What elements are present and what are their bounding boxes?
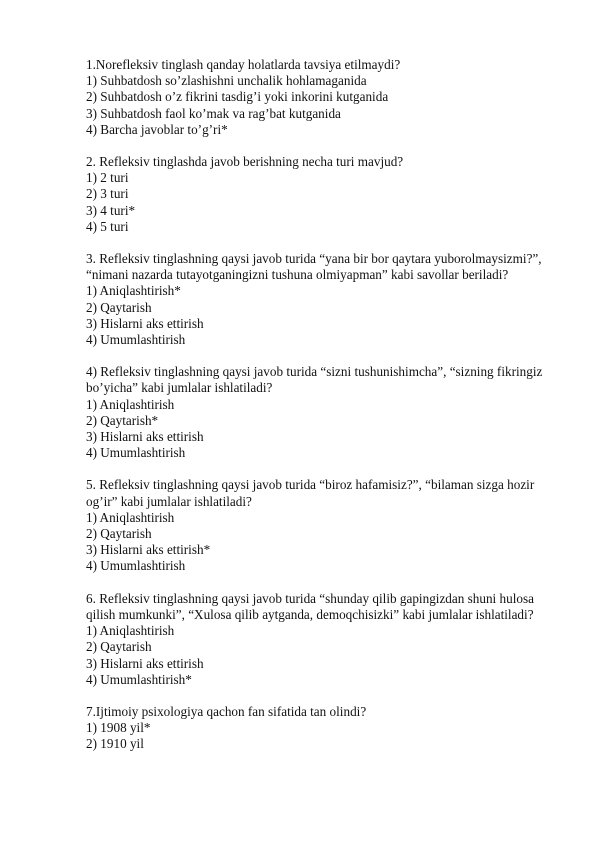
answer-option: 4) Umumlashtirish* xyxy=(86,671,192,687)
answer-option: 3) Hislarni aks ettirish xyxy=(86,429,204,445)
answer-option: 3) 4 turi* xyxy=(86,202,136,218)
answer-option: 3) Suhbatdosh faol ko’mak va rag’bat kutganida xyxy=(86,105,341,121)
answer-option: 2) Suhbatdosh o’z fikrini tasdig’i yoki inkorini kutganida xyxy=(86,89,389,105)
answer-option: 3) Hislarni aks ettirish xyxy=(86,315,204,331)
answer-option: 1) Aniqlashtirish xyxy=(86,623,175,639)
answer-option: 1) Aniqlashtirish xyxy=(86,509,175,525)
answer-option: 2) Qaytarish xyxy=(86,526,152,542)
answer-option: 2) Qaytarish xyxy=(86,299,152,315)
question-1 xyxy=(86,57,556,138)
answer-option: 3) Hislarni aks ettirish xyxy=(86,655,204,671)
question-text: 4) Refleksiv tinglashning qaysi javob turida “sizni tushunishimcha”, “sizning fikringiz bo’yicha” kabi jumlalar ishlatiladi? xyxy=(86,364,543,396)
question-text: 5. Refleksiv tinglashning qaysi javob turida “biroz hafamisiz?”, “bilaman sizga hozir og’ir” kabi jumlalar ishlatiladi? xyxy=(86,477,535,509)
answer-option: 2) 1910 yil xyxy=(86,736,144,752)
answer-option: 4) Umumlashtirish xyxy=(86,332,186,348)
question-text: 2. Refleksiv tinglashda javob berishning necha turi mavjud? xyxy=(86,154,404,170)
answer-option: 1) 1908 yil* xyxy=(86,720,151,736)
answer-option: 1) Aniqlashtirish* xyxy=(86,283,181,299)
answer-option: 2) Qaytarish* xyxy=(86,412,159,428)
answer-option: 1) Suhbatdosh so’zlashishni unchalik hohlamaganida xyxy=(86,73,367,89)
question-6 xyxy=(86,591,556,688)
question-2 xyxy=(86,154,556,235)
question-text: 7.Ijtimoiy psixologiya qachon fan sifatida tan olindi? xyxy=(86,703,367,719)
question-4 xyxy=(86,364,556,461)
answer-option: 4) Umumlashtirish xyxy=(86,558,186,574)
answer-option: 4) 5 turi xyxy=(86,218,129,234)
answer-option: 3) Hislarni aks ettirish* xyxy=(86,542,211,558)
question-5 xyxy=(86,477,556,574)
answer-option: 4) Umumlashtirish xyxy=(86,445,186,461)
answer-option: 2) 3 turi xyxy=(86,186,129,202)
question-7 xyxy=(86,704,556,753)
answer-option: 1) 2 turi xyxy=(86,170,129,186)
answer-option: 1) Aniqlashtirish xyxy=(86,396,175,412)
question-text: 3. Refleksiv tinglashning qaysi javob turida “yana bir bor qaytara yuborolmaysizmi?”, “nimani nazarda tutayotganingizni tushuna olmiyapman” kabi savollar beriladi? xyxy=(86,251,542,283)
answer-option: 4) Barcha javoblar to’g’ri* xyxy=(86,121,228,137)
answer-option: 2) Qaytarish xyxy=(86,639,152,655)
question-text: 6. Refleksiv tinglashning qaysi javob turida “shunday qilib gapingizdan shuni hulosa qilish mumkunki”, “Xulosa qilib aytganda, demoqchisizki” kabi jumlalar ishlatiladi? xyxy=(86,590,534,622)
question-text: 1.Norefleksiv tinglash qanday holatlarda tavsiya etilmaydi? xyxy=(86,57,401,72)
question-list xyxy=(86,57,556,769)
question-3 xyxy=(86,251,556,348)
